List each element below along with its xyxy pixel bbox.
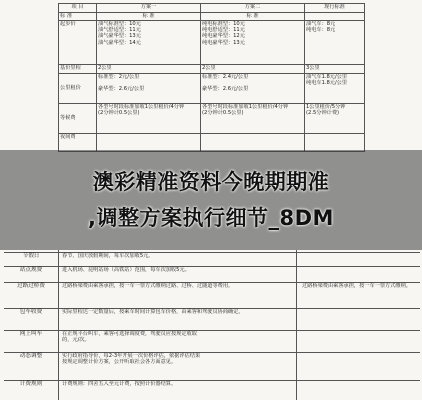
row-current: 油气车：8元 纯电车：8元 <box>305 21 365 65</box>
table-row <box>4 282 420 309</box>
table-row <box>4 308 420 331</box>
table-row <box>59 21 365 65</box>
header-plan2: 方案二 <box>201 4 305 13</box>
row-label: 基价里程 <box>59 65 97 74</box>
row-label: 包车收费 <box>19 309 43 315</box>
table-row <box>4 252 420 267</box>
table-header-row <box>59 4 365 13</box>
row-text: 实行政府指导价，每2-3年开展一次价格评估，依据评估结果 按规定调整计价方案，公开听取社会各方面意见。 <box>62 353 201 366</box>
table-row <box>4 266 420 283</box>
row-current <box>305 13 365 21</box>
row-plan1 <box>97 134 201 152</box>
row-plan2: 各型号时段标准加收1公里租价/4分钟 (2分钟计0.5公里) <box>201 104 305 134</box>
row-plan1: 各型号时段标准加收1公里租价/4分钟 (2分钟计0.5公里) <box>97 104 201 134</box>
row-label: 站点规费 <box>19 267 43 273</box>
table-row <box>59 13 365 21</box>
table-row <box>4 330 420 353</box>
row-label: 节假日 <box>22 253 40 259</box>
row-plan1: 2公里 <box>97 65 201 74</box>
row-plan2: 2公里 <box>201 65 305 74</box>
header-item: 项 目 <box>59 4 97 13</box>
row-current: 1公里租价/5分钟 (2.5分钟计费) <box>305 104 365 134</box>
row-label: 标 准 <box>59 13 97 21</box>
headline-line-1: 澳彩精准资料今晚期期准 <box>92 170 330 194</box>
row-text: 在正规平台叫车，乘客可选择调度费，驾驶员应按规定收取 的，元/次。 <box>62 331 197 344</box>
table-row <box>59 74 365 104</box>
table-row <box>59 134 365 152</box>
dark-overlay-band <box>0 150 422 250</box>
table-row <box>59 65 365 74</box>
row-plan2 <box>201 134 305 152</box>
row-label: 起步价 <box>59 21 97 65</box>
header-plan1: 方案一 <box>97 4 201 13</box>
row-label: 网上叫车 <box>19 331 43 337</box>
row-text: 计费规则：四舍五入至元计费，按照计价器结算。 <box>62 381 177 387</box>
row-text: 进入机场、昆明站场（高铁站）范围，每车次加收5元。 <box>62 267 190 273</box>
headline-line-2: ,调整方案执行细节_8DM <box>88 206 334 230</box>
table-row <box>4 380 420 399</box>
row-label: 夜间费 <box>59 134 97 152</box>
row-plan2: 标准型：2.4元/公里 豪华型：2.6元/公里 <box>201 74 305 104</box>
fare-comparison-table <box>58 3 365 152</box>
row-current: 3公里 <box>305 65 365 74</box>
table-row <box>59 104 365 134</box>
row-plan2: 纯电标准型：10元 纯电舒适型：11元 纯电豪华型：12元 纯电豪华型：13元 <box>201 21 305 65</box>
row-text: 过路桥梁费由乘客承担，按一车一票方式缴纳过路、过桥、过隧道等费用。 <box>62 283 234 289</box>
row-current: 油气车1.8元/公里 纯电车1.8元/公里 <box>305 74 365 104</box>
row-current: 过路桥梁费由乘客承担，按一车一票方式缴纳。 <box>302 283 411 289</box>
header-current: 现行标准 <box>305 4 365 13</box>
row-plan1: 标 准 <box>97 13 201 21</box>
row-label: 动态调整 <box>19 353 43 359</box>
row-text: 春节、国庆放假期间，每车次加收5元。 <box>62 253 154 259</box>
row-plan1: 油气标准型：10元 油气舒适型：11元 油气豪华型：13元 油气豪华型：14元 <box>97 21 201 65</box>
table-row <box>4 352 420 381</box>
row-label: 过路过桥费 <box>17 283 45 289</box>
row-plan1: 标准型：2元/公里 豪华型：2.6元/公里 <box>97 74 201 104</box>
row-label: 公里租价 <box>59 74 97 104</box>
row-plan2: 标 准 <box>201 13 305 21</box>
row-text: 实际里程达一定数量后，按乘车时间计算包车价格，由乘客和驾驶员协商确定。 <box>62 309 244 315</box>
row-current <box>305 134 365 152</box>
row-label: 等候费 <box>59 104 97 134</box>
row-label: 计费规则 <box>19 381 43 387</box>
